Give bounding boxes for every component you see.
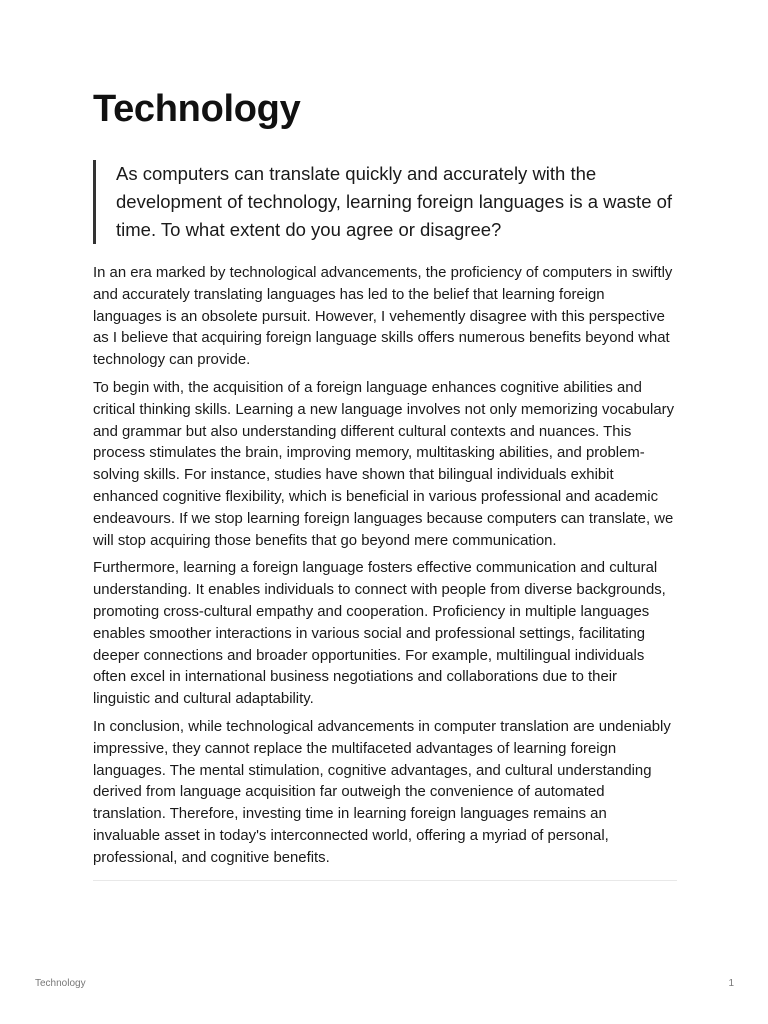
content-divider xyxy=(93,880,677,881)
essay-paragraph-body-1: To begin with, the acquisition of a foreign language enhances cognitive abilities and critical thinking skills. Learning a new language involves not only memorizing vocabulary and grammar but also understanding different cultural contexts and nuances. This process stimulates the brain, improving memory, multitasking abilities, and problem-solving skills. For instance, studies have shown that bilingual individuals exhibit enhanced cognitive flexibility, which is beneficial in various professional and academic endeavours. If we stop learning foreign languages because computers can translate, we will stop acquiring those benefits that go beyond mere communication. xyxy=(93,379,675,549)
document-content xyxy=(93,86,677,881)
essay-paragraph-introduction: In an era marked by technological advancements, the proficiency of computers in swiftly and accurately translating languages has led to the belief that learning foreign languages is an obsolete pursuit. However, I vehemently disagree with this perspective as I believe that acquiring foreign language skills offers numerous benefits beyond what technology can provide. xyxy=(93,265,673,369)
page-title: Technology xyxy=(93,88,301,130)
essay-paragraph-conclusion: In conclusion, while technological advancements in computer translation are undeniably impressive, they cannot replace the multifaceted advantages of learning foreign languages. The mental stimulation, cognitive advantages, and cultural understanding derived from language acquisition far outweigh the convenience of automated translation. Therefore, investing time in learning foreign languages remains an invaluable asset in today's interconnected world, offering a myriad of personal, professional, and cognitive benefits. xyxy=(93,718,671,866)
essay-paragraph-body-2: Furthermore, learning a foreign language fosters effective communication and cultural understanding. It enables individuals to connect with people from diverse backgrounds, promoting cross-cultural empathy and cooperation. Proficiency in multiple languages enables smoother interactions in various social and professional settings, facilitating deeper connections and broader opportunities. For example, multilingual individuals often excel in international business negotiations and collaborations due to their linguistic and cultural adaptability. xyxy=(93,560,666,708)
essay-prompt-blockquote: As computers can translate quickly and accurately with the development of technology, learning foreign languages is a waste of time. To what extent do you agree or disagree? xyxy=(93,160,677,244)
footer-page-number: 1 xyxy=(728,978,734,989)
footer-document-title: Technology xyxy=(35,978,86,989)
essay-body xyxy=(93,263,677,870)
